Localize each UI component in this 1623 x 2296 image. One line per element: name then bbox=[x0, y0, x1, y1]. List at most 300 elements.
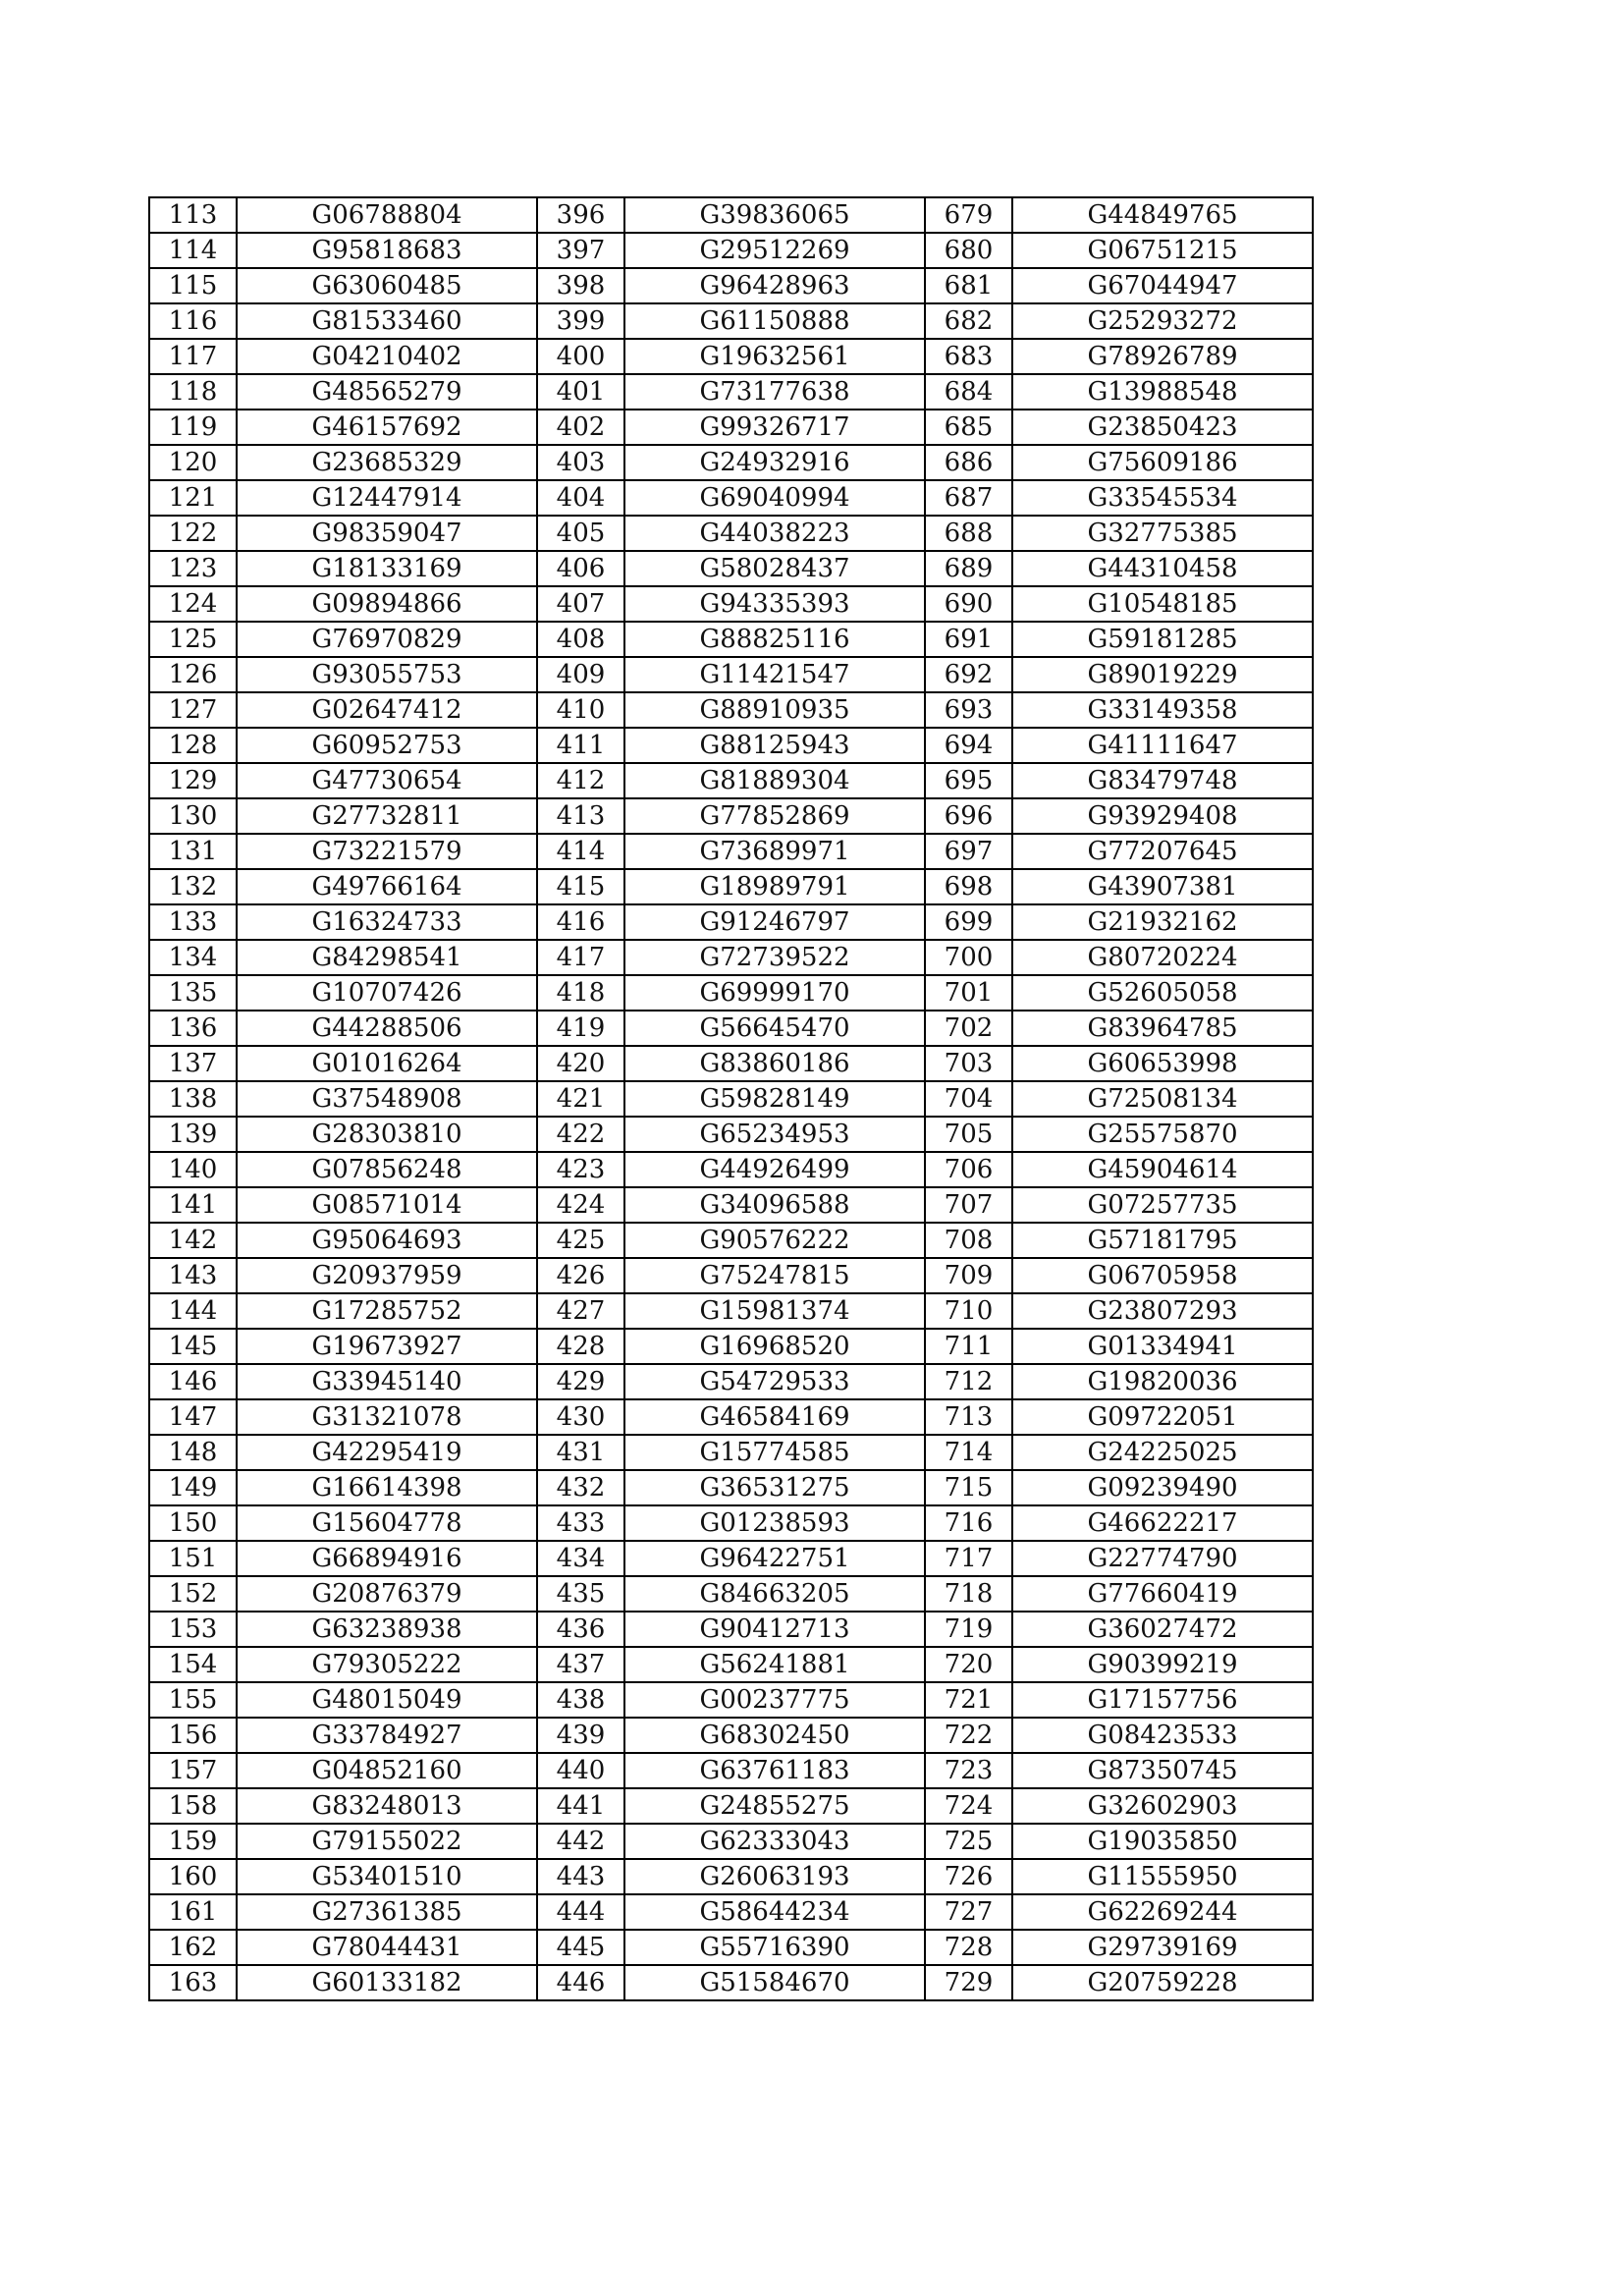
code-cell: G44038223 bbox=[624, 516, 925, 551]
code-cell: G58644234 bbox=[624, 1894, 925, 1930]
table-row bbox=[149, 692, 1313, 728]
serial-number-cell: 442 bbox=[537, 1824, 624, 1859]
code-cell: G19673927 bbox=[237, 1329, 537, 1364]
code-cell: G45904614 bbox=[1012, 1152, 1313, 1187]
serial-number-cell: 431 bbox=[537, 1435, 624, 1470]
serial-number-cell: 415 bbox=[537, 869, 624, 904]
serial-number-cell: 690 bbox=[925, 586, 1012, 622]
table-row bbox=[149, 586, 1313, 622]
serial-number-cell: 163 bbox=[149, 1965, 237, 2000]
code-cell: G90412713 bbox=[624, 1612, 925, 1647]
serial-number-cell: 680 bbox=[925, 233, 1012, 268]
serial-number-cell: 422 bbox=[537, 1117, 624, 1152]
serial-number-cell: 139 bbox=[149, 1117, 237, 1152]
code-cell: G04852160 bbox=[237, 1753, 537, 1788]
table-row bbox=[149, 1753, 1313, 1788]
code-cell: G09722051 bbox=[1012, 1399, 1313, 1435]
serial-number-cell: 713 bbox=[925, 1399, 1012, 1435]
code-cell: G24932916 bbox=[624, 445, 925, 480]
table-row bbox=[149, 1399, 1313, 1435]
code-cell: G98359047 bbox=[237, 516, 537, 551]
code-cell: G15774585 bbox=[624, 1435, 925, 1470]
table-row bbox=[149, 1258, 1313, 1293]
serial-number-cell: 411 bbox=[537, 728, 624, 763]
serial-number-cell: 137 bbox=[149, 1046, 237, 1081]
code-cell: G83479748 bbox=[1012, 763, 1313, 798]
code-cell: G59828149 bbox=[624, 1081, 925, 1117]
code-cell: G27732811 bbox=[237, 798, 537, 834]
serial-number-cell: 159 bbox=[149, 1824, 237, 1859]
code-cell: G28303810 bbox=[237, 1117, 537, 1152]
serial-number-cell: 692 bbox=[925, 657, 1012, 692]
serial-number-cell: 719 bbox=[925, 1612, 1012, 1647]
code-cell: G16324733 bbox=[237, 904, 537, 940]
code-cell: G88910935 bbox=[624, 692, 925, 728]
code-cell: G46622217 bbox=[1012, 1505, 1313, 1541]
serial-number-cell: 428 bbox=[537, 1329, 624, 1364]
serial-number-cell: 145 bbox=[149, 1329, 237, 1364]
table-row bbox=[149, 445, 1313, 480]
serial-number-cell: 693 bbox=[925, 692, 1012, 728]
table-row bbox=[149, 622, 1313, 657]
code-cell: G44926499 bbox=[624, 1152, 925, 1187]
serial-number-cell: 146 bbox=[149, 1364, 237, 1399]
serial-number-cell: 155 bbox=[149, 1682, 237, 1718]
serial-number-cell: 683 bbox=[925, 339, 1012, 374]
serial-number-cell: 703 bbox=[925, 1046, 1012, 1081]
serial-number-cell: 687 bbox=[925, 480, 1012, 516]
code-cell: G88125943 bbox=[624, 728, 925, 763]
serial-number-cell: 434 bbox=[537, 1541, 624, 1576]
code-cell: G78926789 bbox=[1012, 339, 1313, 374]
code-cell: G63060485 bbox=[237, 268, 537, 303]
code-cell: G44310458 bbox=[1012, 551, 1313, 586]
code-cell: G20876379 bbox=[237, 1576, 537, 1612]
code-cell: G47730654 bbox=[237, 763, 537, 798]
code-cell: G60653998 bbox=[1012, 1046, 1313, 1081]
table-row bbox=[149, 1117, 1313, 1152]
code-cell: G94335393 bbox=[624, 586, 925, 622]
table-row bbox=[149, 268, 1313, 303]
serial-number-cell: 113 bbox=[149, 197, 237, 233]
code-cell: G19035850 bbox=[1012, 1824, 1313, 1859]
table-row bbox=[149, 904, 1313, 940]
serial-number-cell: 413 bbox=[537, 798, 624, 834]
code-cell: G20937959 bbox=[237, 1258, 537, 1293]
serial-number-cell: 115 bbox=[149, 268, 237, 303]
serial-number-cell: 127 bbox=[149, 692, 237, 728]
serial-number-cell: 445 bbox=[537, 1930, 624, 1965]
serial-number-cell: 140 bbox=[149, 1152, 237, 1187]
serial-number-cell: 157 bbox=[149, 1753, 237, 1788]
code-cell: G69040994 bbox=[624, 480, 925, 516]
table-row bbox=[149, 233, 1313, 268]
serial-number-cell: 435 bbox=[537, 1576, 624, 1612]
code-cell: G04210402 bbox=[237, 339, 537, 374]
serial-number-cell: 151 bbox=[149, 1541, 237, 1576]
table-row bbox=[149, 551, 1313, 586]
table-row bbox=[149, 1894, 1313, 1930]
code-cell: G18133169 bbox=[237, 551, 537, 586]
code-cell: G33784927 bbox=[237, 1718, 537, 1753]
serial-number-cell: 417 bbox=[537, 940, 624, 975]
serial-number-cell: 433 bbox=[537, 1505, 624, 1541]
serial-number-cell: 707 bbox=[925, 1187, 1012, 1223]
serial-number-cell: 708 bbox=[925, 1223, 1012, 1258]
code-cell: G26063193 bbox=[624, 1859, 925, 1894]
code-cell: G15981374 bbox=[624, 1293, 925, 1329]
code-cell: G09894866 bbox=[237, 586, 537, 622]
code-cell: G11421547 bbox=[624, 657, 925, 692]
table-row bbox=[149, 1081, 1313, 1117]
code-cell: G12447914 bbox=[237, 480, 537, 516]
code-cell: G53401510 bbox=[237, 1859, 537, 1894]
code-cell: G79305222 bbox=[237, 1647, 537, 1682]
table-row bbox=[149, 1647, 1313, 1682]
serial-number-cell: 119 bbox=[149, 410, 237, 445]
code-cell: G83860186 bbox=[624, 1046, 925, 1081]
code-cell: G83248013 bbox=[237, 1788, 537, 1824]
serial-number-cell: 158 bbox=[149, 1788, 237, 1824]
table-row bbox=[149, 798, 1313, 834]
code-cell: G77660419 bbox=[1012, 1576, 1313, 1612]
code-cell: G68302450 bbox=[624, 1718, 925, 1753]
serial-number-cell: 443 bbox=[537, 1859, 624, 1894]
code-cell: G65234953 bbox=[624, 1117, 925, 1152]
serial-number-cell: 131 bbox=[149, 834, 237, 869]
serial-number-cell: 697 bbox=[925, 834, 1012, 869]
code-cell: G96422751 bbox=[624, 1541, 925, 1576]
serial-number-cell: 421 bbox=[537, 1081, 624, 1117]
code-cell: G19632561 bbox=[624, 339, 925, 374]
code-cell: G46157692 bbox=[237, 410, 537, 445]
code-cell: G63761183 bbox=[624, 1753, 925, 1788]
serial-number-cell: 444 bbox=[537, 1894, 624, 1930]
serial-number-cell: 397 bbox=[537, 233, 624, 268]
table-row bbox=[149, 1541, 1313, 1576]
code-cell: G31321078 bbox=[237, 1399, 537, 1435]
serial-number-cell: 402 bbox=[537, 410, 624, 445]
serial-number-cell: 426 bbox=[537, 1258, 624, 1293]
code-cell: G29512269 bbox=[624, 233, 925, 268]
serial-number-cell: 689 bbox=[925, 551, 1012, 586]
table-row bbox=[149, 1859, 1313, 1894]
table-row bbox=[149, 339, 1313, 374]
serial-number-cell: 148 bbox=[149, 1435, 237, 1470]
code-cell: G95818683 bbox=[237, 233, 537, 268]
serial-number-cell: 407 bbox=[537, 586, 624, 622]
serial-number-cell: 446 bbox=[537, 1965, 624, 2000]
serial-number-cell: 726 bbox=[925, 1859, 1012, 1894]
code-cell: G75247815 bbox=[624, 1258, 925, 1293]
code-cell: G06751215 bbox=[1012, 233, 1313, 268]
code-cell: G88825116 bbox=[624, 622, 925, 657]
serial-number-cell: 160 bbox=[149, 1859, 237, 1894]
serial-number-cell: 138 bbox=[149, 1081, 237, 1117]
table-row bbox=[149, 975, 1313, 1011]
code-cell: G00237775 bbox=[624, 1682, 925, 1718]
serial-number-cell: 405 bbox=[537, 516, 624, 551]
code-cell: G25575870 bbox=[1012, 1117, 1313, 1152]
serial-number-cell: 419 bbox=[537, 1011, 624, 1046]
code-cell: G95064693 bbox=[237, 1223, 537, 1258]
code-cell: G33149358 bbox=[1012, 692, 1313, 728]
serial-number-cell: 129 bbox=[149, 763, 237, 798]
code-cell: G06705958 bbox=[1012, 1258, 1313, 1293]
code-cell: G59181285 bbox=[1012, 622, 1313, 657]
code-cell: G21932162 bbox=[1012, 904, 1313, 940]
serial-number-cell: 150 bbox=[149, 1505, 237, 1541]
serial-number-cell: 691 bbox=[925, 622, 1012, 657]
code-cell: G13988548 bbox=[1012, 374, 1313, 410]
code-cell: G11555950 bbox=[1012, 1859, 1313, 1894]
serial-number-cell: 718 bbox=[925, 1576, 1012, 1612]
serial-number-cell: 702 bbox=[925, 1011, 1012, 1046]
code-cell: G96428963 bbox=[624, 268, 925, 303]
code-cell: G36531275 bbox=[624, 1470, 925, 1505]
table-row bbox=[149, 657, 1313, 692]
serial-number-cell: 700 bbox=[925, 940, 1012, 975]
code-cell: G25293272 bbox=[1012, 303, 1313, 339]
serial-number-cell: 122 bbox=[149, 516, 237, 551]
table-row bbox=[149, 1612, 1313, 1647]
table-row bbox=[149, 763, 1313, 798]
code-cell: G60952753 bbox=[237, 728, 537, 763]
code-cell: G39836065 bbox=[624, 197, 925, 233]
serial-number-cell: 427 bbox=[537, 1293, 624, 1329]
code-cell: G22774790 bbox=[1012, 1541, 1313, 1576]
code-cell: G18989791 bbox=[624, 869, 925, 904]
serial-number-cell: 685 bbox=[925, 410, 1012, 445]
serial-number-cell: 141 bbox=[149, 1187, 237, 1223]
code-cell: G33945140 bbox=[237, 1364, 537, 1399]
code-cell: G48565279 bbox=[237, 374, 537, 410]
code-cell: G58028437 bbox=[624, 551, 925, 586]
code-cell: G99326717 bbox=[624, 410, 925, 445]
serial-number-cell: 403 bbox=[537, 445, 624, 480]
roster-table bbox=[148, 196, 1314, 2001]
code-cell: G20759228 bbox=[1012, 1965, 1313, 2000]
code-cell: G19820036 bbox=[1012, 1364, 1313, 1399]
serial-number-cell: 684 bbox=[925, 374, 1012, 410]
serial-number-cell: 142 bbox=[149, 1223, 237, 1258]
table-row bbox=[149, 1329, 1313, 1364]
serial-number-cell: 143 bbox=[149, 1258, 237, 1293]
serial-number-cell: 125 bbox=[149, 622, 237, 657]
table-row bbox=[149, 1788, 1313, 1824]
code-cell: G73221579 bbox=[237, 834, 537, 869]
serial-number-cell: 410 bbox=[537, 692, 624, 728]
table-row bbox=[149, 1364, 1313, 1399]
serial-number-cell: 114 bbox=[149, 233, 237, 268]
table-row bbox=[149, 1152, 1313, 1187]
code-cell: G69999170 bbox=[624, 975, 925, 1011]
serial-number-cell: 701 bbox=[925, 975, 1012, 1011]
serial-number-cell: 698 bbox=[925, 869, 1012, 904]
table-row bbox=[149, 197, 1313, 233]
serial-number-cell: 727 bbox=[925, 1894, 1012, 1930]
table-row bbox=[149, 1682, 1313, 1718]
serial-number-cell: 715 bbox=[925, 1470, 1012, 1505]
code-cell: G73177638 bbox=[624, 374, 925, 410]
code-cell: G62269244 bbox=[1012, 1894, 1313, 1930]
serial-number-cell: 430 bbox=[537, 1399, 624, 1435]
table-row bbox=[149, 1576, 1313, 1612]
code-cell: G81889304 bbox=[624, 763, 925, 798]
code-cell: G90399219 bbox=[1012, 1647, 1313, 1682]
serial-number-cell: 147 bbox=[149, 1399, 237, 1435]
serial-number-cell: 716 bbox=[925, 1505, 1012, 1541]
code-cell: G54729533 bbox=[624, 1364, 925, 1399]
serial-number-cell: 721 bbox=[925, 1682, 1012, 1718]
serial-number-cell: 408 bbox=[537, 622, 624, 657]
serial-number-cell: 400 bbox=[537, 339, 624, 374]
serial-number-cell: 149 bbox=[149, 1470, 237, 1505]
code-cell: G79155022 bbox=[237, 1824, 537, 1859]
serial-number-cell: 694 bbox=[925, 728, 1012, 763]
serial-number-cell: 116 bbox=[149, 303, 237, 339]
serial-number-cell: 134 bbox=[149, 940, 237, 975]
code-cell: G16614398 bbox=[237, 1470, 537, 1505]
code-cell: G89019229 bbox=[1012, 657, 1313, 692]
code-cell: G44849765 bbox=[1012, 197, 1313, 233]
code-cell: G56645470 bbox=[624, 1011, 925, 1046]
serial-number-cell: 432 bbox=[537, 1470, 624, 1505]
code-cell: G32775385 bbox=[1012, 516, 1313, 551]
serial-number-cell: 398 bbox=[537, 268, 624, 303]
code-cell: G44288506 bbox=[237, 1011, 537, 1046]
code-cell: G34096588 bbox=[624, 1187, 925, 1223]
code-cell: G33545534 bbox=[1012, 480, 1313, 516]
serial-number-cell: 717 bbox=[925, 1541, 1012, 1576]
table-row bbox=[149, 410, 1313, 445]
code-cell: G61150888 bbox=[624, 303, 925, 339]
table-row bbox=[149, 1505, 1313, 1541]
code-cell: G63238938 bbox=[237, 1612, 537, 1647]
serial-number-cell: 124 bbox=[149, 586, 237, 622]
serial-number-cell: 153 bbox=[149, 1612, 237, 1647]
serial-number-cell: 420 bbox=[537, 1046, 624, 1081]
table-row bbox=[149, 834, 1313, 869]
serial-number-cell: 436 bbox=[537, 1612, 624, 1647]
serial-number-cell: 728 bbox=[925, 1930, 1012, 1965]
code-cell: G08423533 bbox=[1012, 1718, 1313, 1753]
serial-number-cell: 152 bbox=[149, 1576, 237, 1612]
serial-number-cell: 409 bbox=[537, 657, 624, 692]
serial-number-cell: 679 bbox=[925, 197, 1012, 233]
code-cell: G84663205 bbox=[624, 1576, 925, 1612]
serial-number-cell: 136 bbox=[149, 1011, 237, 1046]
code-cell: G23685329 bbox=[237, 445, 537, 480]
code-cell: G51584670 bbox=[624, 1965, 925, 2000]
code-cell: G48015049 bbox=[237, 1682, 537, 1718]
code-cell: G16968520 bbox=[624, 1329, 925, 1364]
serial-number-cell: 441 bbox=[537, 1788, 624, 1824]
code-cell: G41111647 bbox=[1012, 728, 1313, 763]
serial-number-cell: 720 bbox=[925, 1647, 1012, 1682]
table-row bbox=[149, 1046, 1313, 1081]
code-cell: G80720224 bbox=[1012, 940, 1313, 975]
serial-number-cell: 681 bbox=[925, 268, 1012, 303]
code-cell: G91246797 bbox=[624, 904, 925, 940]
code-cell: G08571014 bbox=[237, 1187, 537, 1223]
serial-number-cell: 118 bbox=[149, 374, 237, 410]
serial-number-cell: 722 bbox=[925, 1718, 1012, 1753]
code-cell: G93055753 bbox=[237, 657, 537, 692]
code-cell: G01334941 bbox=[1012, 1329, 1313, 1364]
serial-number-cell: 144 bbox=[149, 1293, 237, 1329]
code-cell: G23850423 bbox=[1012, 410, 1313, 445]
serial-number-cell: 126 bbox=[149, 657, 237, 692]
code-cell: G67044947 bbox=[1012, 268, 1313, 303]
serial-number-cell: 429 bbox=[537, 1364, 624, 1399]
code-cell: G75609186 bbox=[1012, 445, 1313, 480]
code-cell: G56241881 bbox=[624, 1647, 925, 1682]
serial-number-cell: 132 bbox=[149, 869, 237, 904]
code-cell: G42295419 bbox=[237, 1435, 537, 1470]
serial-number-cell: 696 bbox=[925, 798, 1012, 834]
serial-number-cell: 396 bbox=[537, 197, 624, 233]
table-row bbox=[149, 1293, 1313, 1329]
table-row bbox=[149, 1965, 1313, 2000]
serial-number-cell: 439 bbox=[537, 1718, 624, 1753]
serial-number-cell: 423 bbox=[537, 1152, 624, 1187]
serial-number-cell: 686 bbox=[925, 445, 1012, 480]
code-cell: G90576222 bbox=[624, 1223, 925, 1258]
serial-number-cell: 120 bbox=[149, 445, 237, 480]
serial-number-cell: 117 bbox=[149, 339, 237, 374]
code-cell: G07856248 bbox=[237, 1152, 537, 1187]
table-row bbox=[149, 1930, 1313, 1965]
serial-number-cell: 712 bbox=[925, 1364, 1012, 1399]
serial-number-cell: 418 bbox=[537, 975, 624, 1011]
table-row bbox=[149, 516, 1313, 551]
code-cell: G09239490 bbox=[1012, 1470, 1313, 1505]
serial-number-cell: 123 bbox=[149, 551, 237, 586]
serial-number-cell: 709 bbox=[925, 1258, 1012, 1293]
serial-number-cell: 401 bbox=[537, 374, 624, 410]
code-cell: G84298541 bbox=[237, 940, 537, 975]
code-cell: G73689971 bbox=[624, 834, 925, 869]
code-cell: G10707426 bbox=[237, 975, 537, 1011]
table-row bbox=[149, 728, 1313, 763]
serial-number-cell: 156 bbox=[149, 1718, 237, 1753]
serial-number-cell: 437 bbox=[537, 1647, 624, 1682]
code-cell: G62333043 bbox=[624, 1824, 925, 1859]
serial-number-cell: 688 bbox=[925, 516, 1012, 551]
serial-number-cell: 710 bbox=[925, 1293, 1012, 1329]
code-cell: G93929408 bbox=[1012, 798, 1313, 834]
serial-number-cell: 121 bbox=[149, 480, 237, 516]
table-row bbox=[149, 480, 1313, 516]
table-row bbox=[149, 1223, 1313, 1258]
code-cell: G87350745 bbox=[1012, 1753, 1313, 1788]
serial-number-cell: 414 bbox=[537, 834, 624, 869]
serial-number-cell: 154 bbox=[149, 1647, 237, 1682]
serial-number-cell: 723 bbox=[925, 1753, 1012, 1788]
table-row bbox=[149, 303, 1313, 339]
code-cell: G78044431 bbox=[237, 1930, 537, 1965]
code-cell: G29739169 bbox=[1012, 1930, 1313, 1965]
code-cell: G83964785 bbox=[1012, 1011, 1313, 1046]
code-cell: G17285752 bbox=[237, 1293, 537, 1329]
table-row bbox=[149, 1011, 1313, 1046]
code-cell: G17157756 bbox=[1012, 1682, 1313, 1718]
code-cell: G72508134 bbox=[1012, 1081, 1313, 1117]
table-row bbox=[149, 1187, 1313, 1223]
code-cell: G46584169 bbox=[624, 1399, 925, 1435]
serial-number-cell: 440 bbox=[537, 1753, 624, 1788]
